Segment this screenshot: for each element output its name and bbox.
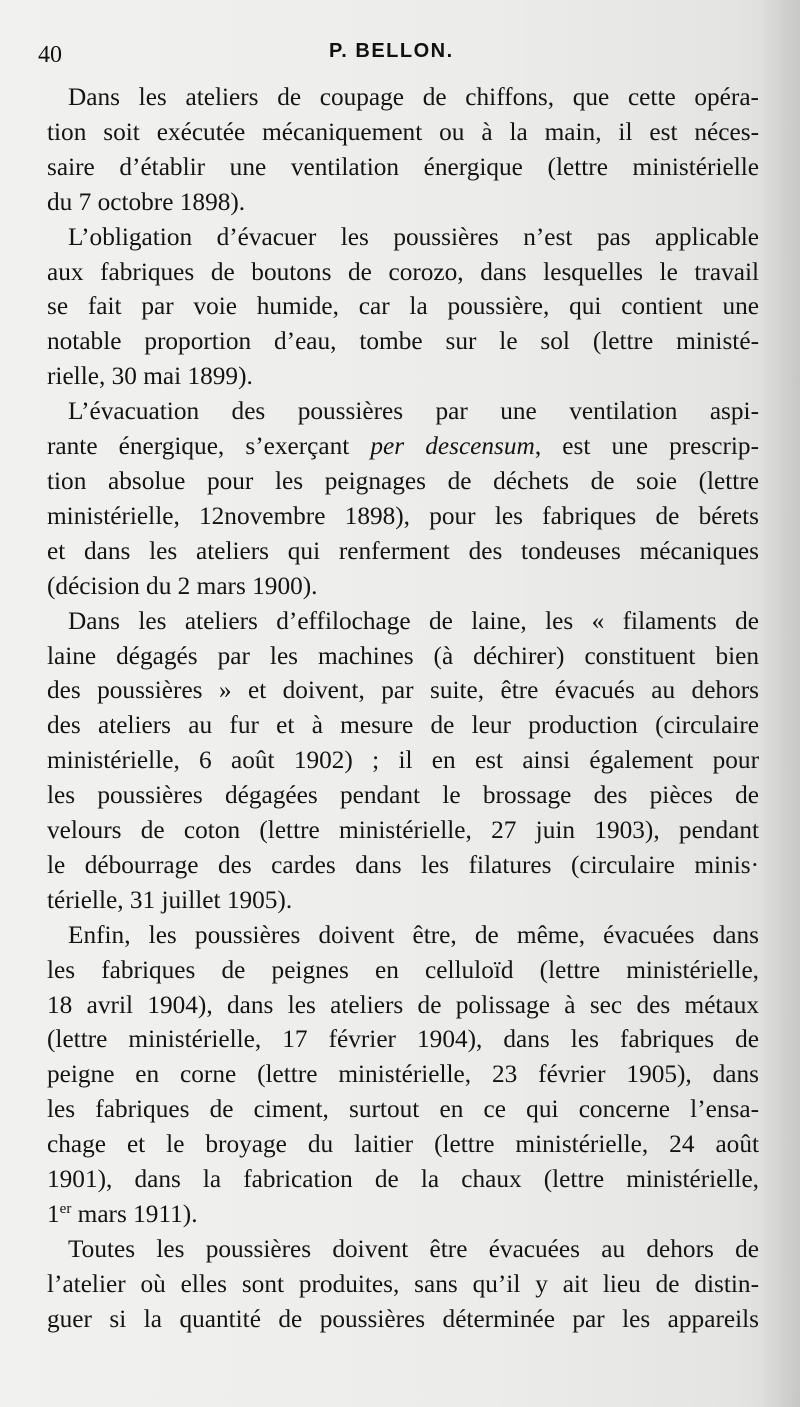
text-fragment: rante énergique, s’exerçant	[47, 432, 371, 461]
text-line: velours de coton (lettre ministérielle, 27 juin 1903), pendant	[47, 816, 759, 845]
text-line: (décision du 2 mars 1900).	[47, 571, 318, 600]
text-line: tion absolue pour les peignages de déchets de soie (lettre	[47, 466, 759, 495]
body-text	[47, 80, 759, 1337]
superscript: er	[59, 1201, 72, 1217]
text-line: L’évacuation des poussières par une ventilation aspi-	[68, 397, 759, 426]
text-line	[47, 429, 759, 464]
text-line: les fabriques de ciment, surtout en ce qui concerne l’ensa-	[47, 1095, 759, 1124]
page-number: 40	[38, 42, 62, 68]
text-line: aux fabriques de boutons de corozo, dans lesquelles le travail	[47, 257, 759, 286]
paragraph	[47, 80, 759, 220]
text-line: notable proportion d’eau, tombe sur le sol (lettre ministé-	[47, 327, 759, 356]
text-line	[47, 1197, 759, 1232]
text-line: se fait par voie humide, car la poussière, qui contient une	[47, 292, 759, 321]
text-line: des ateliers au fur et à mesure de leur production (circulaire	[47, 711, 759, 740]
page-edge-shadow	[760, 0, 800, 1407]
text-line: L’obligation d’évacuer les poussières n’est pas applicable	[68, 222, 759, 251]
text-line: rielle, 30 mai 1899).	[47, 362, 253, 391]
paragraph	[47, 604, 759, 918]
text-line: Enfin, les poussières doivent être, de même, évacuées dans	[68, 920, 759, 949]
text-line: 18 avril 1904), dans les ateliers de polissage à sec des métaux	[47, 990, 759, 1019]
italic-phrase: per descensum	[370, 432, 535, 461]
text-line: Dans les ateliers de coupage de chiffons, que cette opéra-	[68, 83, 759, 111]
text-line: les poussières dégagées pendant le brossage des pièces de	[47, 781, 759, 810]
text-line: les fabriques de peignes en celluloïd (lettre ministérielle,	[47, 955, 759, 984]
text-line: térielle, 31 juillet 1905).	[47, 885, 293, 914]
text-line: laine dégagés par les machines (à déchirer) constituent bien	[47, 641, 759, 670]
text-line: ministérielle, 12novembre 1898), pour les fabriques de bérets	[47, 501, 759, 530]
text-line: et dans les ateliers qui renferment des tondeuses mécaniques	[47, 536, 759, 565]
text-line: du 7 octobre 1898).	[47, 187, 246, 216]
text-fragment: , est une prescrip-	[534, 432, 759, 461]
text-line: chage et le broyage du laitier (lettre ministérielle, 24 août	[47, 1130, 759, 1159]
paragraph	[47, 394, 759, 603]
text-line: saire d’établir une ventilation énergique (lettre ministérielle	[47, 152, 759, 181]
text-fragment: 1	[47, 1200, 60, 1228]
text-line: peigne en corne (lettre ministérielle, 23 février 1905), dans	[47, 1060, 759, 1089]
paragraph	[47, 1232, 759, 1337]
text-line: l’atelier où elles sont produites, sans qu’il y ait lieu de distin-	[47, 1269, 759, 1298]
text-line: ministérielle, 6 août 1902) ; il en est ainsi également pour	[47, 746, 759, 775]
text-line: des poussières » et doivent, par suite, être évacués au dehors	[47, 676, 759, 705]
text-line: 1901), dans la fabrication de la chaux (lettre ministérielle,	[47, 1165, 759, 1194]
text-line: guer si la quantité de poussières déterminée par les appareils	[47, 1304, 759, 1333]
text-line: Toutes les poussières doivent être évacuées au dehors de	[68, 1234, 759, 1263]
text-line: le débourrage des cardes dans les filatures (circulaire minis·	[47, 850, 759, 879]
paragraph	[47, 220, 759, 395]
running-head: P. BELLON.	[329, 40, 454, 62]
text-line: tion soit exécutée mécaniquement ou à la main, il est néces-	[47, 117, 759, 146]
paragraph	[47, 918, 759, 1232]
text-line: Dans les ateliers d’effilochage de laine, les « filaments de	[68, 606, 759, 635]
text-fragment: mars 1911).	[71, 1200, 198, 1228]
page-header	[38, 40, 778, 76]
text-line: (lettre ministérielle, 17 février 1904), dans les fabriques de	[47, 1025, 759, 1054]
